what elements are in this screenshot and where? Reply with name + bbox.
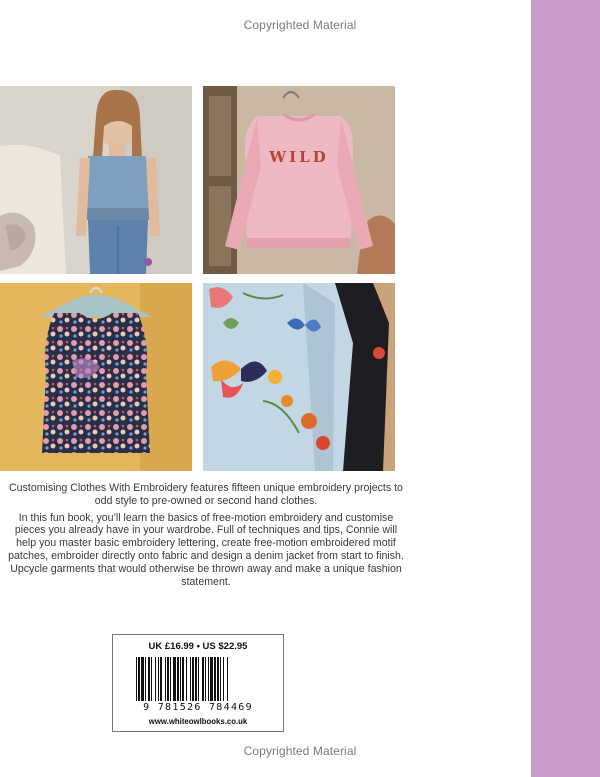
barcode-bar [145, 657, 146, 701]
barcode-bar [227, 657, 228, 701]
barcode-bar [155, 657, 156, 701]
barcode-bar [170, 657, 171, 701]
price-label: UK £16.99 • US $22.95 [148, 641, 248, 652]
watermark-bottom: Copyrighted Material [243, 744, 357, 758]
barcode-bar [151, 657, 152, 701]
barcode-bar [177, 657, 179, 701]
woman-denim-top-photo [0, 86, 192, 274]
pink-wild-sweatshirt-photo [203, 86, 395, 274]
blurb-text [6, 482, 406, 592]
barcode-bar [165, 657, 166, 701]
publisher-website: www.whiteowlbooks.co.uk [148, 717, 248, 726]
barcode-bar [192, 657, 194, 701]
barcode-bar [167, 657, 169, 701]
floral-top-on-hanger-photo [0, 283, 192, 471]
blurb-paragraph-1: Customising Clothes With Embroidery features fifteen unique embroidery projects to odd style to pre-owned or second hand clothes. [9, 482, 403, 507]
barcode-bar [205, 657, 206, 701]
barcode-bars [136, 657, 264, 701]
barcode-bar [182, 657, 184, 701]
isbn-number: 9 781526 784469 [143, 702, 253, 713]
barcode-bar [160, 657, 162, 701]
barcode-bar [210, 657, 213, 701]
side-color-band [531, 0, 600, 777]
barcode-bar [198, 657, 199, 701]
barcode-box [112, 634, 284, 732]
barcode-bar [223, 657, 224, 701]
barcode-bar [148, 657, 150, 701]
barcode-bar [217, 657, 219, 701]
barcode-bar [136, 657, 137, 701]
barcode-bar [190, 657, 191, 701]
blurb-paragraph-2: In this fun book, you’ll learn the basics of free-motion embroidery and customise pieces you already have in your wardrobe. Full of techniques and tips, Connie will help you master basic embroidery lettering, create free-motion embroidered motif patches, embroider directly onto fabric and design a denim jacket from start to finish. Upcycle garments that would otherwise be thrown away and make a unique fashion statement. [8, 511, 404, 588]
watermark-top: Copyrighted Material [243, 18, 357, 32]
barcode-bar [141, 657, 144, 701]
barcode-bar [214, 657, 216, 701]
embroidered-denim-jacket-photo [203, 283, 395, 471]
barcode-bar [202, 657, 204, 701]
barcode-bar [220, 657, 221, 701]
barcode-bar [173, 657, 176, 701]
sweatshirt-text: WILD [269, 148, 329, 166]
barcode-bar [138, 657, 140, 701]
barcode-bar [208, 657, 209, 701]
barcode-bar [195, 657, 197, 701]
barcode-bar [180, 657, 181, 701]
barcode-bar [186, 657, 187, 701]
barcode-bar [158, 657, 159, 701]
